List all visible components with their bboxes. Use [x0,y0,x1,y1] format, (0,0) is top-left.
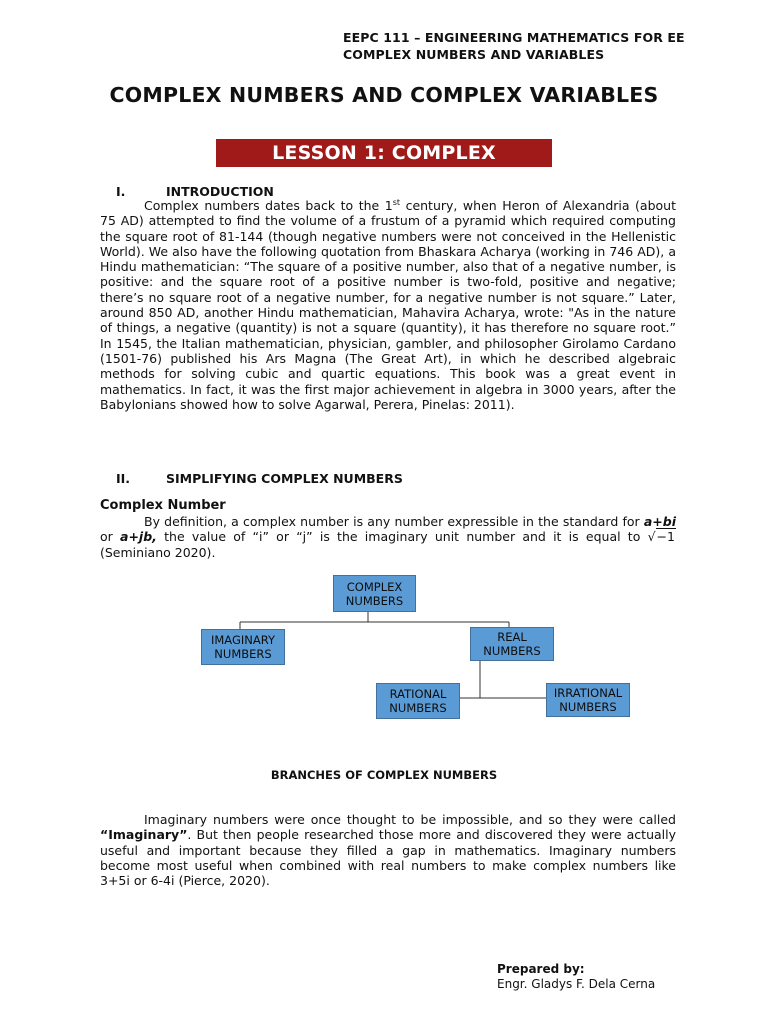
document-header [343,29,685,63]
intro-text-b: century, when Heron of Alexandria (about 75 AD) attempted to find the volume of a frustum of a pyramid which required computing the square root of 81-144 (though negative numbers were not conceived in the Hellenistic World). We also have the following quotation from Bhaskara Acharya (working in 746 AD), a Hindu mathematician: “The square of a positive number, also that of a negative number, is positive: and the square root of a positive number is two-fold, positive and negative; there’s no square root of a negative number, for a negative number is not square.” Later, around 850 AD, another Hindu mathematician, Mahavira Acharya, wrote: "As in the nature of things, a negative (quantity) is not a square (quantity), it has therefore no square root.” In 1545, the Italian mathematician, physician, gambler, and philosopher Girolamo Cardano (1501-76) published his Ars Magna (The Great Art), in which he described algebraic methods for solving cubic and quartic equations. This book was a great event in mathematics. In fact, it was the first major achievement in algebra in 3000 years, after the Babylonians showed how to solve Agarwal, Perera, Pinelas: 2011). [100,198,676,412]
formula-a-bi: a+bi [643,514,676,529]
node-irrational-numbers: IRRATIONAL NUMBERS [546,683,630,717]
subheading-complex-number: Complex Number [100,498,226,513]
header-topic: COMPLEX NUMBERS AND VARIABLES [343,47,605,62]
author-name: Engr. Gladys F. Dela Cerna [497,977,656,991]
def-text-a: By definition, a complex number is any number expressible in the standard for [144,514,644,529]
section-title: SIMPLIFYING COMPLEX NUMBERS [166,471,403,486]
node-imaginary-numbers: IMAGINARY NUMBERS [201,629,285,665]
section-title: INTRODUCTION [166,184,274,199]
definition-paragraph [100,514,676,560]
section-number: I. [116,184,126,199]
imag-bold: “Imaginary” [100,827,188,843]
intro-text-a: Complex numbers dates back to the 1 [144,198,393,213]
node-rational-numbers: RATIONAL NUMBERS [376,683,460,719]
lesson-banner: LESSON 1: COMPLEX NUMBERS [216,139,552,167]
sqrt-sign: √ [647,529,656,545]
def-text-c: (Seminiano 2020). [100,544,216,560]
imaginary-paragraph [100,812,676,888]
prepared-by-label: Prepared by: [497,962,585,976]
section-number: II. [116,471,131,486]
document-title: COMPLEX NUMBERS AND COMPLEX VARIABLES [109,83,659,107]
node-complex-numbers: COMPLEX NUMBERS [333,575,416,612]
def-or: or [100,529,121,545]
introduction-paragraph [100,198,676,412]
def-text-b: the value of “i” or “j” is the imaginary unit number and it is equal to [156,529,648,545]
imag-text-b: . But then people researched those more and discovered they were actually useful and important because they filled a gap in mathematics. Imaginary numbers become most useful when combined with real numbers to make complex numbers like 3+5i or 6-4i (Pierce, 2020). [100,827,676,889]
imag-text-a: Imaginary numbers were once thought to be impossible, and so they were called [144,812,676,827]
sqrt-argument: −1 [656,529,675,545]
diagram-caption: BRANCHES OF COMPLEX NUMBERS [270,768,498,782]
header-course: EEPC 111 – ENGINEERING MATHEMATICS FOR EE [343,30,685,45]
sqrt-minus-one [648,528,676,544]
intro-superscript: st [392,197,401,207]
node-real-numbers: REAL NUMBERS [470,627,554,661]
formula-a-jb: a+jb, [120,529,157,545]
